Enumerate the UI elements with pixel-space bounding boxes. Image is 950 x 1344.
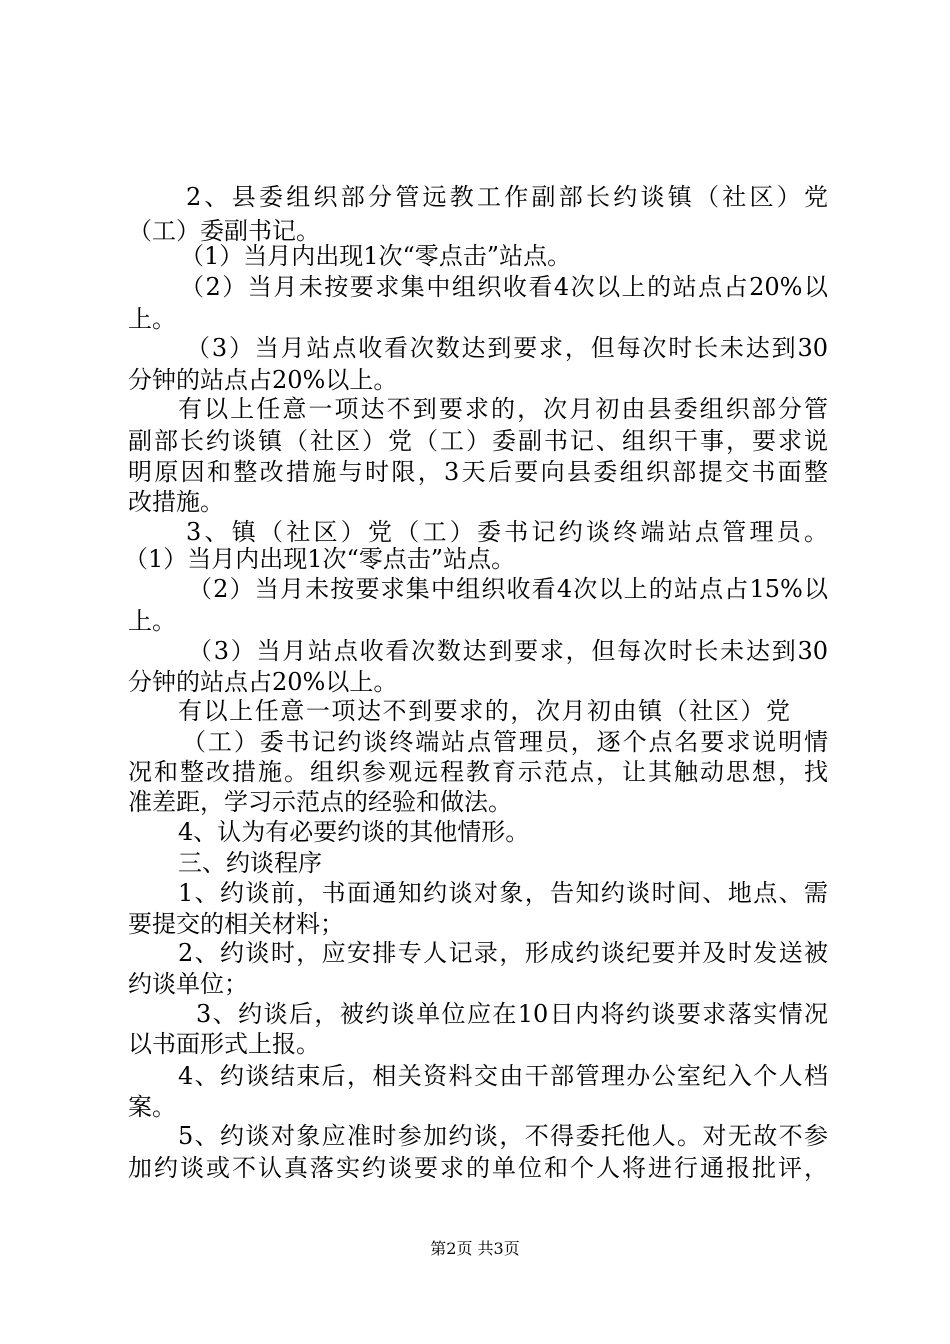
- page-number: 第2页 共3页: [430, 1239, 520, 1258]
- text-line: 加约谈或不认真落实约谈要求的单位和个人将进行通报批评，: [128, 1154, 828, 1182]
- text-line: 3、镇（社区）党（工）委书记约谈终端站点管理员。: [186, 518, 828, 546]
- section-heading: 三、约谈程序: [178, 849, 322, 877]
- text-line: 上。: [128, 607, 176, 635]
- text-line: 1、约谈前，书面通知约谈对象，告知约谈时间、地点、需: [178, 879, 828, 907]
- text-line: 改措施。: [128, 488, 224, 516]
- text-line: 有以上任意一项达不到要求的，次月初由县委组织部分管: [178, 395, 828, 423]
- text-line: 以书面形式上报。: [128, 1030, 320, 1058]
- text-line: 分钟的站点占20%以上。: [128, 668, 398, 696]
- text-line: 副部长约谈镇（社区）党（工）委副书记、组织干事，要求说: [128, 427, 828, 455]
- text-line: 上。: [128, 305, 176, 333]
- text-line: 2、约谈时，应安排专人记录，形成约谈纪要并及时发送被: [178, 939, 828, 967]
- text-line: 4、认为有必要约谈的其他情形。: [178, 818, 530, 846]
- text-line: 案。: [128, 1093, 176, 1121]
- text-line: 况和整改措施。组织参观远程教育示范点，让其触动思想，找: [128, 758, 828, 786]
- text-line: （2）当月未按要求集中组织收看4次以上的站点占20%以: [180, 273, 828, 301]
- text-line: （3）当月站点收看次数达到要求，但每次时长未达到30: [188, 637, 828, 665]
- text-line: 4、约谈结束后，相关资料交由干部管理办公室纪入个人档: [178, 1062, 828, 1090]
- text-line: 有以上任意一项达不到要求的，次月初由镇（社区）党: [178, 697, 790, 725]
- text-line: 明原因和整改措施与时限，3天后要向县委组织部提交书面整: [128, 458, 828, 486]
- text-line: 约谈单位；: [128, 970, 248, 998]
- text-line: （工）委副书记。: [128, 217, 320, 245]
- text-line: （工）委书记约谈终端站点管理员，逐个点名要求说明情: [182, 728, 828, 756]
- text-line: （3）当月站点收看次数达到要求，但每次时长未达到30: [186, 334, 828, 362]
- text-line: （1）当月内出现1次“零点击”站点。: [124, 545, 516, 573]
- text-line: 准差距，学习示范点的经验和做法。: [128, 788, 512, 816]
- text-line: （1）当月内出现1次“零点击”站点。: [180, 242, 572, 270]
- text-line: 5、约谈对象应准时参加约谈，不得委托他人。对无故不参: [178, 1122, 828, 1150]
- text-line: 分钟的站点占20%以上。: [128, 366, 398, 394]
- text-line: 3、约谈后，被约谈单位应在10日内将约谈要求落实情况: [196, 1000, 828, 1028]
- text-line: 要提交的相关材料；: [128, 910, 344, 938]
- text-line: （2）当月未按要求集中组织收看4次以上的站点占15%以: [188, 575, 828, 603]
- text-line: 2、县委组织部分管远教工作副部长约谈镇（社区）党: [186, 183, 828, 211]
